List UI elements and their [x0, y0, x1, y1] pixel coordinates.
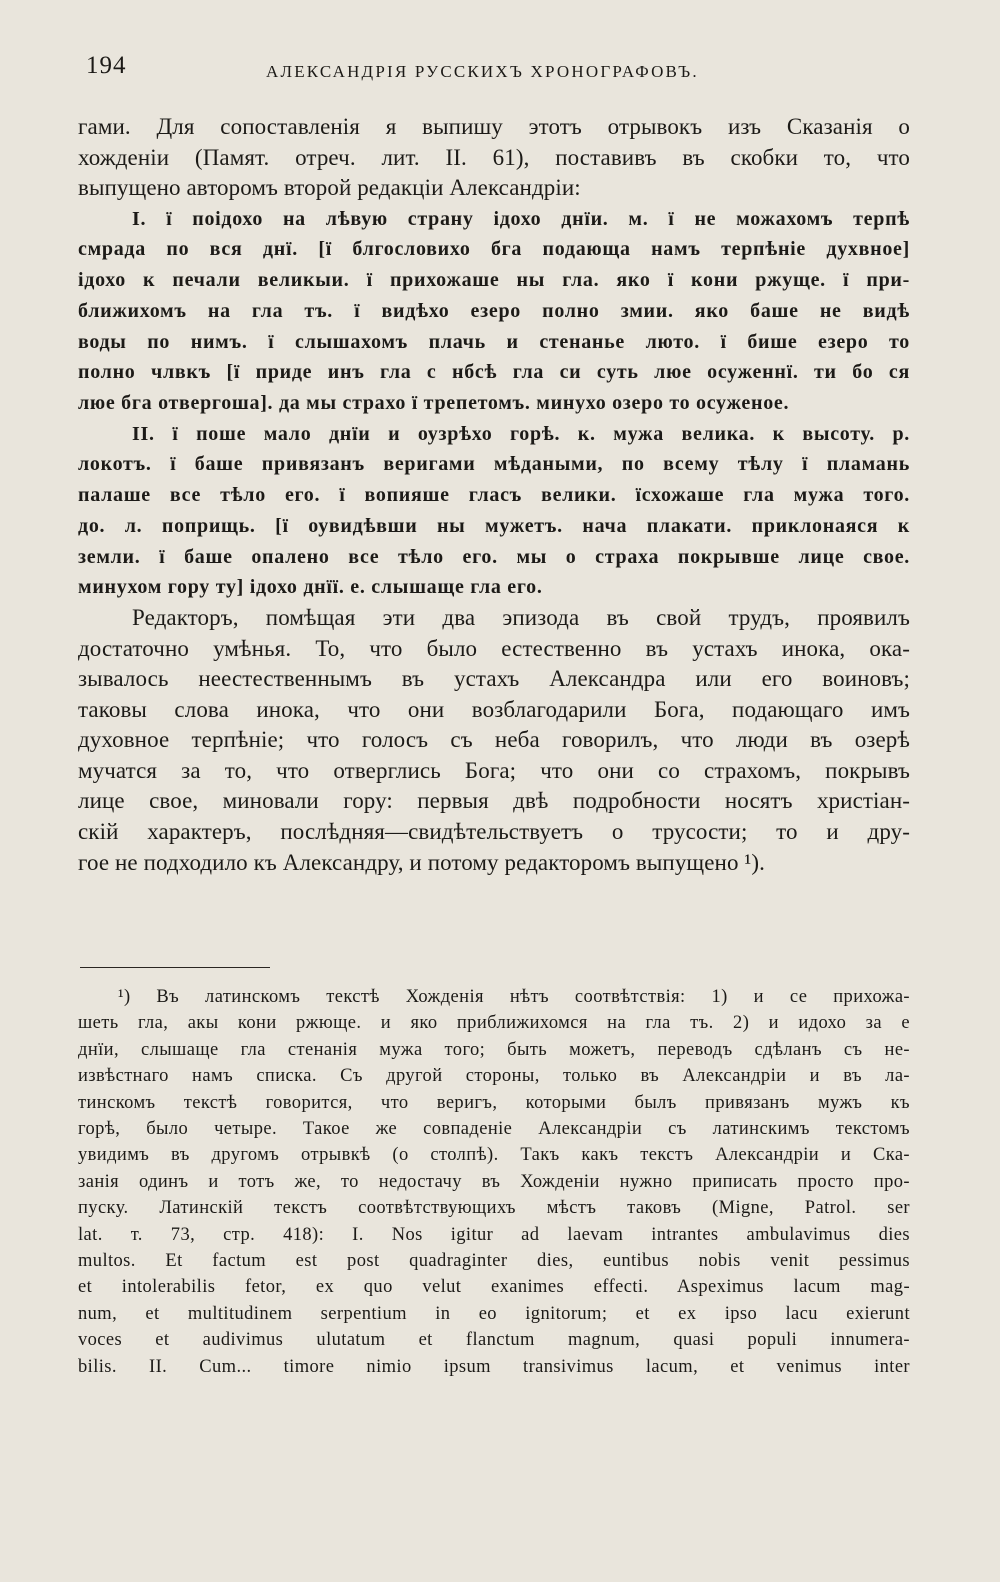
text-line: I. ї поідохо на лѣвую страну ідохо днїи. м. ї не можахомъ терпѣ — [132, 207, 910, 230]
text-line: минухом гору ту] ідохо днїї. е. слышаще гла его. — [78, 576, 543, 599]
text-line: увидимъ въ другомъ отрывкѣ (о столпѣ). Такъ какъ текстъ Александріи и Ска- — [78, 1145, 910, 1166]
paragraph-editor — [78, 603, 910, 878]
text-line: полно члвкъ [ї приде инъ гла с нбсѣ гла си суть люе осуженнї. ти бо ся — [78, 361, 910, 384]
text-line: хожденіи (Памят. отреч. лит. II. 61), поставивъ въ скобки то, что — [78, 144, 910, 170]
text-line: num, et multitudinem serpentium in eo ignitorum; et ex ipso lacu exierunt — [78, 1303, 910, 1324]
text-line: II. ї поше мало днїи и оузрѣхо горѣ. к. мужа велика. к высоту. р. — [132, 422, 910, 445]
text-line: ближихомъ на гла тъ. ї видѣхо езеро полно змии. яко баше не видѣ — [78, 299, 910, 322]
slavonic-quote-2 — [78, 419, 910, 603]
text-line: et intolerabilis fetor, ex quo velut exanimes effecti. Aspeximus lacum mag- — [78, 1277, 910, 1298]
footnote-separator — [80, 967, 270, 968]
text-line: скій характеръ, послѣдняя—свидѣтельствуетъ о трусости; то и дру- — [78, 819, 910, 845]
text-line: ¹) Въ латинскомъ текстѣ Хожденія нѣтъ соотвѣтствія: 1) и се прихожа- — [118, 987, 910, 1007]
text-line: мучатся за то, что отверглись Бога; что они со страхомъ, покрывъ — [78, 757, 910, 783]
text-line: лице свое, миновали гору: первыя двѣ подробности носятъ христіан- — [78, 788, 910, 814]
text-line: духовное терпѣніе; что голосъ съ неба говорилъ, что люди въ озерѣ — [78, 727, 910, 753]
text-line: шеть гла, акы кони ржюще. и яко приближихомся на гла тъ. 2) и идохо за е — [78, 1013, 910, 1034]
text-line: тинскомъ текстѣ говорится, что веригъ, которыми былъ привязанъ мужъ къ — [78, 1092, 910, 1113]
text-line: ідохо к печали великыи. ї прихожаше ны гла. яко ї кони ржуще. ї при- — [78, 269, 910, 292]
text-line: выпущено авторомъ второй редакціи Александріи: — [78, 175, 581, 201]
text-line: днїи, слышаще гла стенанія мужа того; быть можетъ, переводъ сдѣланъ съ не- — [78, 1039, 910, 1060]
page-header — [86, 48, 908, 88]
text-line: достаточно умѣнья. То, что было естественно въ устахъ инока, ока- — [78, 635, 910, 661]
text-line: смрада по вся днї. [ї блгословихо бга подающа намъ терпѣніе духвное] — [78, 238, 910, 261]
text-line: multos. Et factum est post quadraginter dies, euntibus nobis venit pessimus — [78, 1251, 910, 1272]
text-line: локотъ. ї баше привязанъ веригами мѣдаными, по всему тѣлу ї пламань — [78, 453, 910, 476]
text-line: Редакторъ, помѣщая эти два эпизода въ свой трудъ, проявилъ — [132, 604, 910, 630]
text-line: гами. Для сопоставленія я выпишу этотъ отрывокъ изъ Сказанія о — [78, 114, 910, 139]
main-text — [78, 112, 910, 878]
text-line: воды по нимъ. ї слышахомъ плачь и стенанье люто. ї бише езеро то — [78, 330, 910, 353]
text-line: земли. ї баше опалено все тѣло его. мы о страха покрывше лице свое. — [78, 545, 910, 568]
page-number: 194 — [86, 52, 127, 79]
text-line: до. л. поприщь. [ї оувидѣвши ны мужетъ. нача плакати. приклонаяся к — [78, 514, 910, 537]
paragraph-intro — [78, 112, 910, 204]
text-line: lat. т. 73, стр. 418): I. Nos igitur ad laevam intrantes ambulavimus dies — [78, 1224, 910, 1245]
slavonic-quote-1 — [78, 204, 910, 419]
text-line: занія одинъ и тотъ же, то недостачу въ Хожденіи нужно приписать просто про- — [78, 1171, 910, 1192]
text-line: извѣстнаго намъ списка. Съ другой стороны, только въ Александріи и въ ла- — [78, 1066, 910, 1087]
text-line: voces et audivimus ulutatum et flanctum magnum, quasi populi innumera- — [78, 1330, 910, 1351]
text-line: гое не подходило къ Александру, и потому редакторомъ выпущено ¹). — [78, 849, 766, 875]
text-line: bilis. II. Cum... timore nimio ipsum transivimus lacum, et venimus inter — [78, 1356, 910, 1377]
text-line: зывалось неестественнымъ въ устахъ Александра или его воиновъ; — [78, 666, 910, 692]
text-line: горѣ, было четыре. Такое же совпаденіе Александріи съ латинскимъ текстомъ — [78, 1119, 910, 1140]
text-line: люе бга отвергоша]. да мы страхо ї трепетомъ. минухо озеро то осуженое. — [78, 392, 790, 414]
text-line: пуску. Латинскій текстъ соотвѣтствующихъ мѣстъ таковъ (Migne, Patrol. ser — [78, 1198, 910, 1219]
footnote-text — [78, 984, 910, 1380]
text-line: палаше все тѣло его. ї вопияше гласъ велики. їсхожаше гла мужа того. — [78, 484, 910, 507]
footnote — [78, 984, 910, 1380]
text-line: таковы слова инока, что они возблагодарили Бога, подающаго имъ — [78, 696, 910, 722]
running-title: АЛЕКСАНДРІЯ РУССКИХЪ ХРОНОГРАФОВЪ. — [266, 62, 699, 81]
